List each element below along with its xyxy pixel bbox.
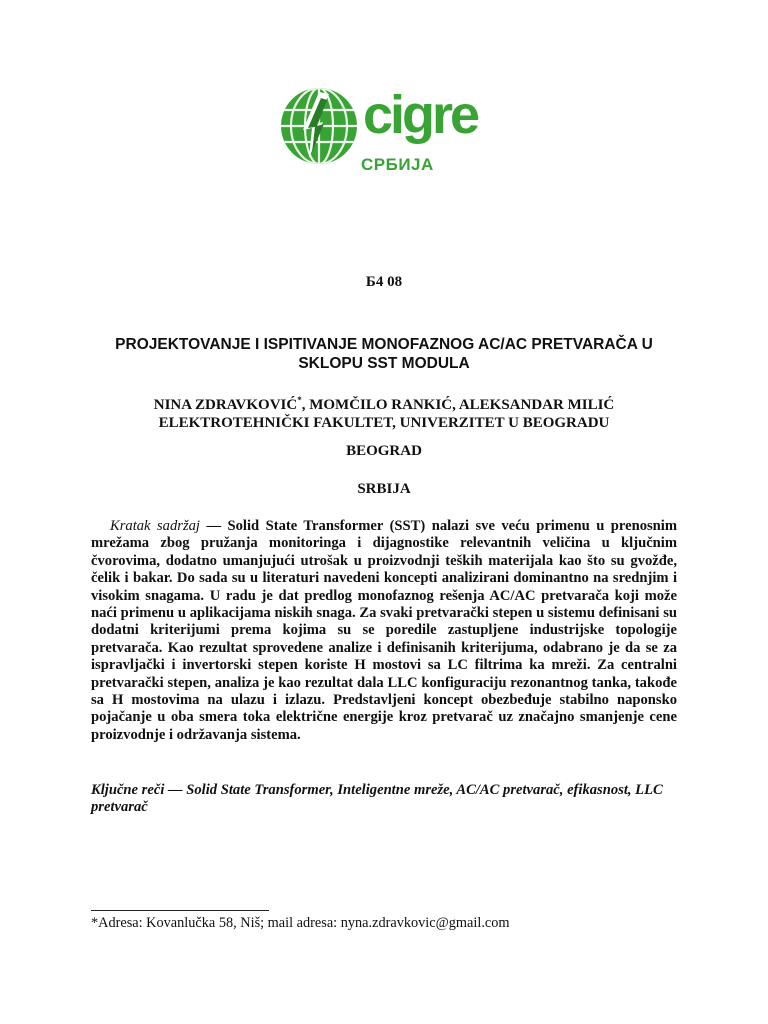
abstract bbox=[91, 518, 677, 744]
author-rest: , MOMČILO RANKIĆ, ALEKSANDAR MILIĆ bbox=[301, 397, 615, 413]
authors bbox=[0, 391, 768, 414]
affiliation: ELEKTROTEHNIČKI FAKULTET, UNIVERZITET U BEOGRADU bbox=[158, 415, 610, 431]
logo-wordmark: cigre bbox=[363, 85, 478, 145]
globe-lightning-icon bbox=[279, 86, 359, 166]
footnote-divider bbox=[91, 910, 269, 911]
paper-title bbox=[0, 335, 768, 373]
title-line: PROJEKTOVANJE I ISPITIVANJE MONOFAZNOG AC/AC PRETVARAČA U bbox=[115, 336, 653, 353]
footnote-marker: * bbox=[297, 395, 302, 405]
country: SRBIJA bbox=[357, 481, 411, 497]
author-block bbox=[0, 391, 768, 432]
footnote: *Adresa: Kovanlučka 58, Niš; mail adresa: nyna.zdravkovic@gmail.com bbox=[91, 915, 510, 931]
author-first: NINA ZDRAVKOVIĆ bbox=[153, 397, 298, 413]
logo-subtitle: СРБИЈА bbox=[361, 155, 434, 174]
cigre-logo bbox=[279, 85, 478, 176]
abstract-text: — Solid State Transformer (SST) nalazi sve veću primenu u prenosnim mrežama zbog pružanja monitoringa i dijagnostike relevantnih veličina u ključnim čvorovima, dodatno umanjujući utrošak u proizvodnji teških materijala kao što su gvožđe, čelik i bakar. Do sada su u literaturi navedeni koncepti analizirani dominantno na srednjim i visokim snagama. U radu je dat predlog monofaznog rešenja AC/AC pretvarača koji može naći primenu u aplikacijama niskih snaga. Za svaki pretvarački stepen u sistemu definisani su dodatni kriterijumi prema kojima su se poredile zastupljene industrijske topologije pretvarača. Kao rezultat sprovedene analize i definisanih kriterijuma, odabrano je da se za ispravljački i invertorski stepen koriste H mostovi sa LC filtrima ka mreži. Za centralni pretvarački stepen, analiza je kao rezultat dala LLC konfiguraciju rezonantnog tanka, takođe sa H mostovima na ulazu i izlazu. Predstavljeni koncept obezbeđuje stabilno naponsko pojačanje u oba smera toka električne energije kroz pretvarač uz značajno smanjenje cene proizvodnje i održavanja sistema. bbox=[91, 518, 677, 743]
keywords: Ključne reči — Solid State Transformer, Inteligentne mreže, AC/AC pretvarač, efikasnost, LLC pretvarač bbox=[91, 782, 663, 816]
paper-code: Б4 08 bbox=[365, 274, 403, 290]
title-line: SKLOPU SST MODULA bbox=[298, 355, 470, 372]
abstract-lead: Kratak sadržaj bbox=[110, 518, 200, 534]
city: BEOGRAD bbox=[346, 443, 422, 459]
